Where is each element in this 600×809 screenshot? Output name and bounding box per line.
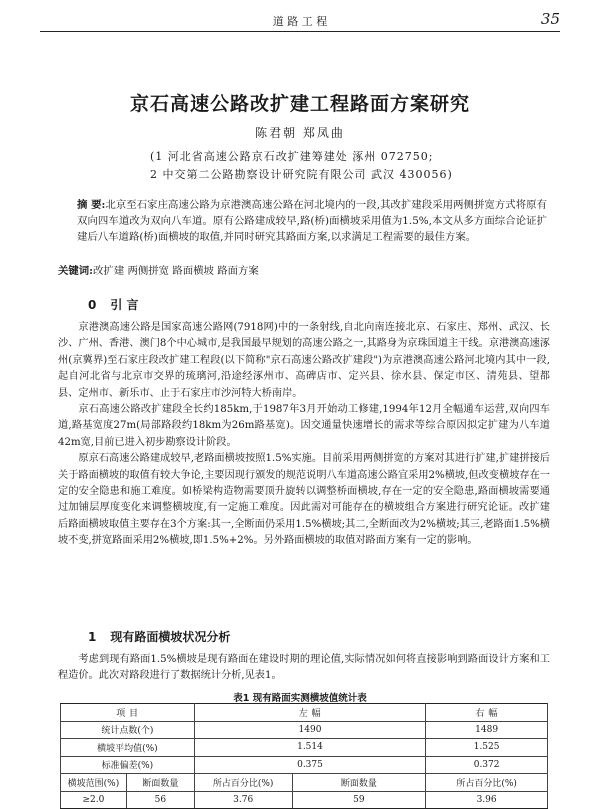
slope-statistics-table xyxy=(60,703,548,809)
table-cell: 3.76 xyxy=(194,791,292,809)
section-heading-slope-analysis xyxy=(88,628,230,645)
author-line: 陈君朝 郑凤曲 xyxy=(255,126,345,140)
section-title: 引 言 xyxy=(110,298,139,312)
table-row xyxy=(61,721,548,739)
table-header-cell: 所占百分比(%) xyxy=(194,774,292,792)
table-subheader-row xyxy=(61,774,548,792)
keywords-label: 关键词: xyxy=(58,265,94,277)
table-cell: ≥2.0 xyxy=(61,791,127,809)
journal-name: 道 路 工 程 xyxy=(272,15,328,28)
paper-title: 京石高速公路改扩建工程路面方案研究 xyxy=(129,93,470,115)
table-cell: 0.375 xyxy=(194,756,425,774)
table-header-cell: 右 幅 xyxy=(426,704,548,722)
table-cell: 统计点数(个) xyxy=(61,721,195,739)
section-heading-intro xyxy=(88,296,139,313)
paragraph: 原京石高速公路建成较早,老路面横坡按照1.5%实施。目前采用两侧拼宽的方案对其进行扩建,扩建拼接后关于路面横坡的取值有较大争论,主要因现行颁发的规范说明八车道高速公路宜采用2%横坡,但改变横坡存在一定的安全隐患和施工难度。如桥梁构造物需要顶升旋转以调整桥面横坡,存在一定的安全隐患,路面横坡需要通过加铺层厚度变化来调整横坡度,有一定施工难度。因此需对可能存在的横坡组合方案进行研究论证。改扩建后路面横坡取值主要存在3个方案:其一,全断面仍采用1.5%横坡;其二,全断面改为2%横坡;其三,老路面1.5%横坡不变,拼宽路面采用2%横坡,即1.5%+2%。另外路面横坡的取值对路面方案有一定的影响。 xyxy=(58,453,550,547)
table-header-row xyxy=(61,704,548,722)
paragraph: 京石高速公路改扩建段全长约185km,于1987年3月开始动工修建,1994年12月全幅通车运营,双向四车道,路基宽度27m(局部路段约18km为26m路基宽)。因交通量快速增长的需求等综合原因拟定扩建为八车道42m宽,目前已进入初步勘察设计阶段。 xyxy=(58,404,550,448)
table-cell: 1.525 xyxy=(426,739,548,757)
section-number: 1 xyxy=(88,630,97,644)
table-cell: 横坡平均值(%) xyxy=(61,739,195,757)
slope-analysis-body xyxy=(58,652,550,685)
table-cell: 1490 xyxy=(194,721,425,739)
table-cell: 0.372 xyxy=(426,756,548,774)
table-cell: 3.96 xyxy=(426,791,548,809)
section-title: 现有路面横坡状况分析 xyxy=(110,630,231,644)
table-header-cell: 所占百分比(%) xyxy=(426,774,548,792)
intro-body xyxy=(58,320,550,550)
keywords xyxy=(58,262,259,277)
abstract-label: 摘 要: xyxy=(77,199,106,211)
affiliation-1: (1 河北省高速公路京石改扩建筹建处 涿州 072750; xyxy=(150,150,434,163)
running-header xyxy=(40,10,560,32)
keywords-text: 改扩建 两侧拼宽 路面横坡 路面方案 xyxy=(93,265,259,277)
paragraph: 京港澳高速公路是国家高速公路网(7918网)中的一条射线,自北向南连接北京、石家庄、郑州、武汉、长沙、广州、香港、澳门8个中心城市,是我国最早规划的高速公路之一,其路身为京珠国道主干线。京港澳高速涿州(京冀界)至石家庄段改扩建工程段(以下简称"京石高速公路改扩建段")为京港澳高速公路河北境内其中一段,起自河北省与北京市交界的琉璃河,沿途经涿州市、高碑店市、定兴县、徐水县、保定市区、清苑县、望都县、定州市、新乐市、止于石家庄市沙河特大桥南岸。 xyxy=(58,322,550,399)
table-cell: 标准偏差(%) xyxy=(61,756,195,774)
abstract-text: 北京至石家庄高速公路为京港澳高速公路在河北境内的一段,其改扩建段采用两侧拼宽方式将原有双向四车道改为双向八车道。原有公路建成较早,路(桥)面横坡采用值为1.5%,本文从多方面综合论证扩建后八车道路(桥)面横坡的取值,并同时研究其路面方案,以求满足工程需要的最佳方案。 xyxy=(77,199,547,244)
table-cell: 59 xyxy=(292,791,426,809)
section-number: 0 xyxy=(88,298,97,312)
table-header-cell: 断面数量 xyxy=(292,774,426,792)
table-header-cell: 左 幅 xyxy=(194,704,425,722)
table-header-cell: 横坡范围(%) xyxy=(61,774,127,792)
table-header-cell: 项 目 xyxy=(61,704,195,722)
table-cell: 1.514 xyxy=(194,739,425,757)
header-rule xyxy=(40,31,560,32)
table-row xyxy=(61,791,548,809)
abstract xyxy=(77,197,547,246)
table-caption: 表1 现有路面实测横坡值统计表 xyxy=(233,693,367,704)
table-cell: 1489 xyxy=(426,721,548,739)
affiliation-2: 2 中交第二公路勘察设计研究院有限公司 武汉 430056) xyxy=(150,168,453,181)
table-cell: 56 xyxy=(126,791,194,809)
page-number: 35 xyxy=(540,10,560,28)
paragraph: 考虑到现有路面1.5%横坡是现有路面在建设时期的理论值,实际情况如何将直接影响到路面设计方案和工程造价。此次对路段进行了数据统计分析,见表1。 xyxy=(58,654,550,682)
table-header-cell: 断面数量 xyxy=(126,774,194,792)
table-row xyxy=(61,756,548,774)
table-row xyxy=(61,739,548,757)
